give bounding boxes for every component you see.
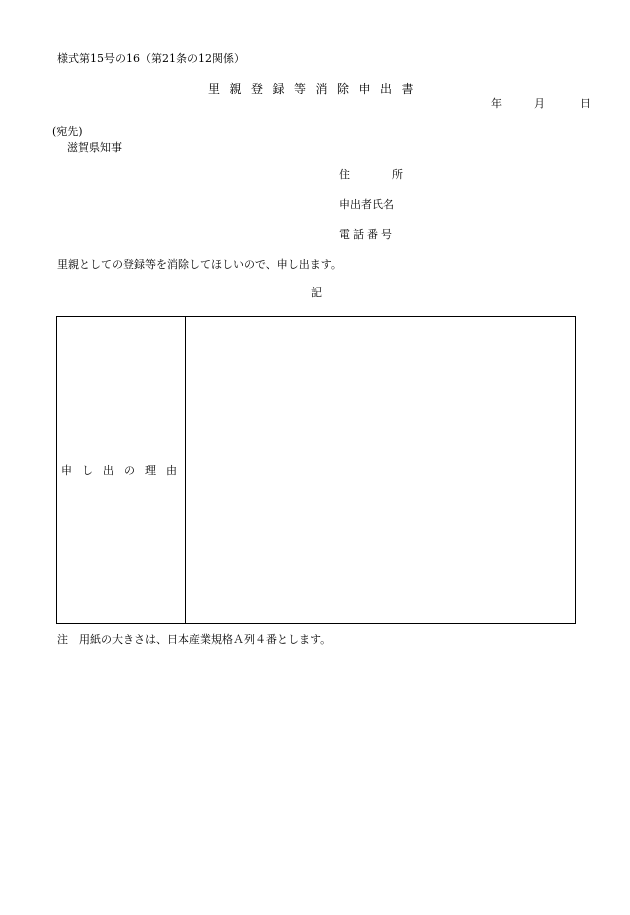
date-year-label: 年: [491, 97, 502, 110]
reason-label-cell: [57, 317, 186, 623]
reason-table: [56, 316, 576, 624]
applicant-phone-label: 電話番号: [339, 228, 395, 241]
reason-input-cell[interactable]: [186, 317, 575, 623]
addressee-name: 滋賀県知事: [67, 141, 122, 154]
paper-size-note: 注 用紙の大きさは、日本産業規格Ａ列４番とします。: [57, 633, 332, 646]
request-statement: 里親としての登録等を消除してほしいので、申し出ます。: [57, 258, 342, 271]
applicant-name-label: 申出者氏名: [339, 198, 394, 211]
date-month-label: 月: [534, 97, 545, 110]
date-day-label: 日: [580, 97, 591, 110]
address-label-part1: 住: [339, 168, 350, 181]
reason-label: 申し出の理由: [61, 464, 187, 477]
address-label-part2: 所: [392, 168, 403, 181]
applicant-address-label: [339, 169, 403, 180]
document-title: 里親登録等消除申出書: [208, 82, 424, 96]
form-number: 様式第15号の16（第21条の12関係）: [57, 52, 245, 65]
ki-heading: 記: [311, 286, 322, 299]
addressee-prefix: (宛先): [52, 125, 83, 138]
